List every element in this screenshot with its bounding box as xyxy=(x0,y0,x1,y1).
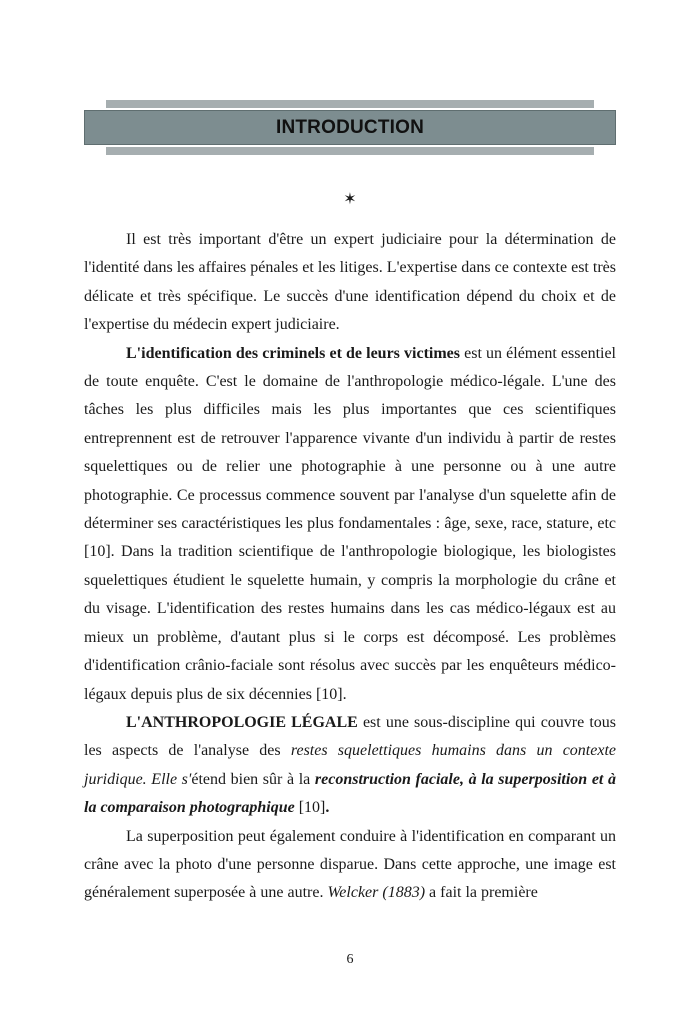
paragraph-3-bold-end: . xyxy=(325,799,330,817)
header-band-bottom-stripe xyxy=(106,147,594,155)
section-title: INTRODUCTION xyxy=(275,116,425,138)
paragraph-3-text-1: est une sous-discipline qui couvre tous les aspects de l'analyse des xyxy=(84,713,616,760)
paragraph-2 xyxy=(84,340,616,709)
paragraph-1-text: Il est très important d'être un expert judiciaire pour la détermination de l'identité dans les affaires pénales et les litiges. L'expertise dans ce contexte est très délicate et très spécifique. Le succès d'une identification dépend du choix et de l'expertise du médecin expert judiciaire. xyxy=(84,231,616,334)
header-band-top-stripe xyxy=(106,100,594,108)
star-separator-icon: ✶ xyxy=(343,189,357,208)
paragraph-3-text-2: étend bien sûr à la xyxy=(191,770,315,788)
paragraph-4-text-1: La superposition peut également conduire à l'identification en comparant un crâne avec la photo d'une personne disparue. Dans cette approche, une image est généralement superposée à une autre. xyxy=(84,827,616,902)
paragraph-2-text: est un élément essentiel de toute enquête. C'est le domaine de l'anthropologie médico-légale. L'une des tâches les plus difficiles mais les plus importantes que ces scientifiques entreprennent est de retrouver l'apparence vivante d'un individu à partir de restes squelettiques ou de relier une photographie à une personne ou à une autre photographie. Ce processus commence souvent par l'analyse d'un squelette afin de déterminer ses caractéristiques les plus fondamentales : âge, sexe, race, stature, etc [10]. Dans la tradition scientifique de l'anthropologie biologique, les biologistes squelettiques étudient le squelette humain, y compris la morphologie du crâne et du visage. L'identification des restes humains dans les cas médico-légaux est au mieux un problème, d'autant plus si le corps est décomposé. Les problèmes d'identification crânio-faciale sont résolus avec succès par les enquêteurs médico-légaux depuis plus de six décennies [10]. xyxy=(84,344,617,703)
paragraph-3-text-3: [10] xyxy=(294,799,326,817)
paragraph-4-text-2: a fait la première xyxy=(425,884,538,902)
header-band-main xyxy=(84,110,616,145)
paragraph-4-citation: Welcker (1883) xyxy=(327,884,426,902)
page-number: 6 xyxy=(346,952,354,967)
section-header-band xyxy=(84,100,616,156)
paragraph-3 xyxy=(84,709,616,823)
paragraph-2-bold-lead: L'identification des criminels et de leurs victimes xyxy=(126,344,461,362)
paragraph-3-bold-italic: reconstruction faciale, à la superposition et à la comparaison photographique xyxy=(84,770,617,817)
paragraph-3-italic: restes squelettiques humains dans un contexte juridique. Elle s' xyxy=(84,742,616,788)
paragraph-1 xyxy=(84,226,616,340)
body-text xyxy=(84,226,616,908)
paragraph-4 xyxy=(84,823,616,908)
paragraph-3-bold-lead: L'ANTHROPOLOGIE LÉGALE xyxy=(126,713,358,731)
